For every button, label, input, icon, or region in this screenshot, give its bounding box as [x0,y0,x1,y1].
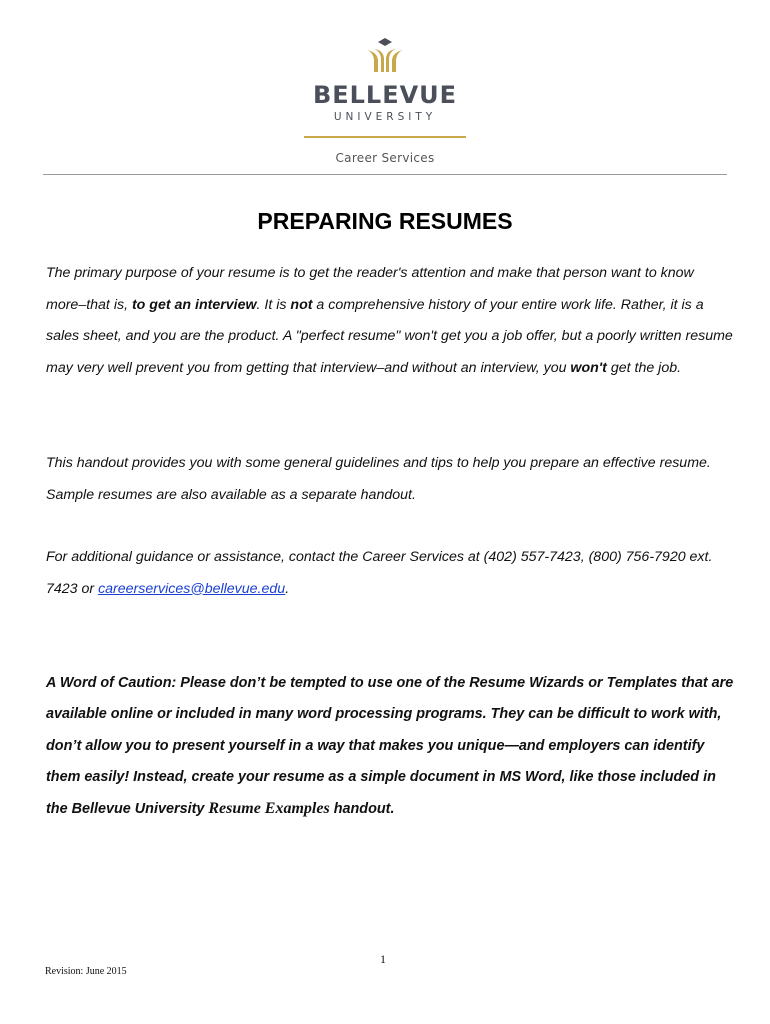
contact-paragraph [46,542,736,605]
university-logo [0,38,770,124]
intro-text-3: a comprehensive history of your entire work life. Rather, it is a sales sheet, and you are the product. A "perfect resume" won't get you a job offer, but a poorly written resume may very well prevent you from getting that interview–and without an interview, you [46,296,733,376]
resume-examples-reference: Resume Examples [208,800,330,818]
header-divider [43,174,727,175]
intro-emphasis-wont: won't [570,359,607,376]
caution-paragraph [46,668,736,825]
contact-text: For additional guidance or assistance, contact the Career Services at (402) 557-7423, (800) 756-7920 ext. 7423 or [46,549,713,597]
page-number: 1 [380,952,386,966]
intro-emphasis-interview: to get an interview [131,296,257,313]
handout-paragraph: This handout provides you with some general guidelines and tips to help you prepare an effective resume. Sample resumes are also available as a separate handout. [46,455,711,503]
caution-end: handout. [329,801,395,818]
intro-emphasis-not: not [290,296,313,313]
bellevue-emblem-icon [365,38,405,76]
revision-date: Revision: June 2015 [45,966,127,977]
gold-divider [304,136,466,138]
intro-text-1: The primary purpose of your resume is to get the reader's attention and make that person want to know more–that is, [46,265,694,313]
department-label: Career Services [335,151,435,165]
caution-text: A Word of Caution: Please don’t be tempted to use one of the Resume Wizards or Templates that are available online or included in many word processing programs. They can be difficult to work with, don’t allow you to present yourself in a way that makes you unique—and employers can identify them easily! Instead, create your resume as a simple document in MS Word, like those included in the Bellevue University [46,675,734,818]
email-link[interactable]: careerservices@bellevue.edu [98,580,286,597]
page-title: PREPARING RESUMES [257,208,513,234]
logo-wordmark: BELLEVUE [312,81,458,109]
intro-text-2: . It is [256,296,291,313]
intro-paragraph [46,258,736,384]
logo-subtitle: UNIVERSITY [333,111,437,123]
contact-end: . [285,580,290,597]
intro-text-4: get the job. [606,359,682,376]
